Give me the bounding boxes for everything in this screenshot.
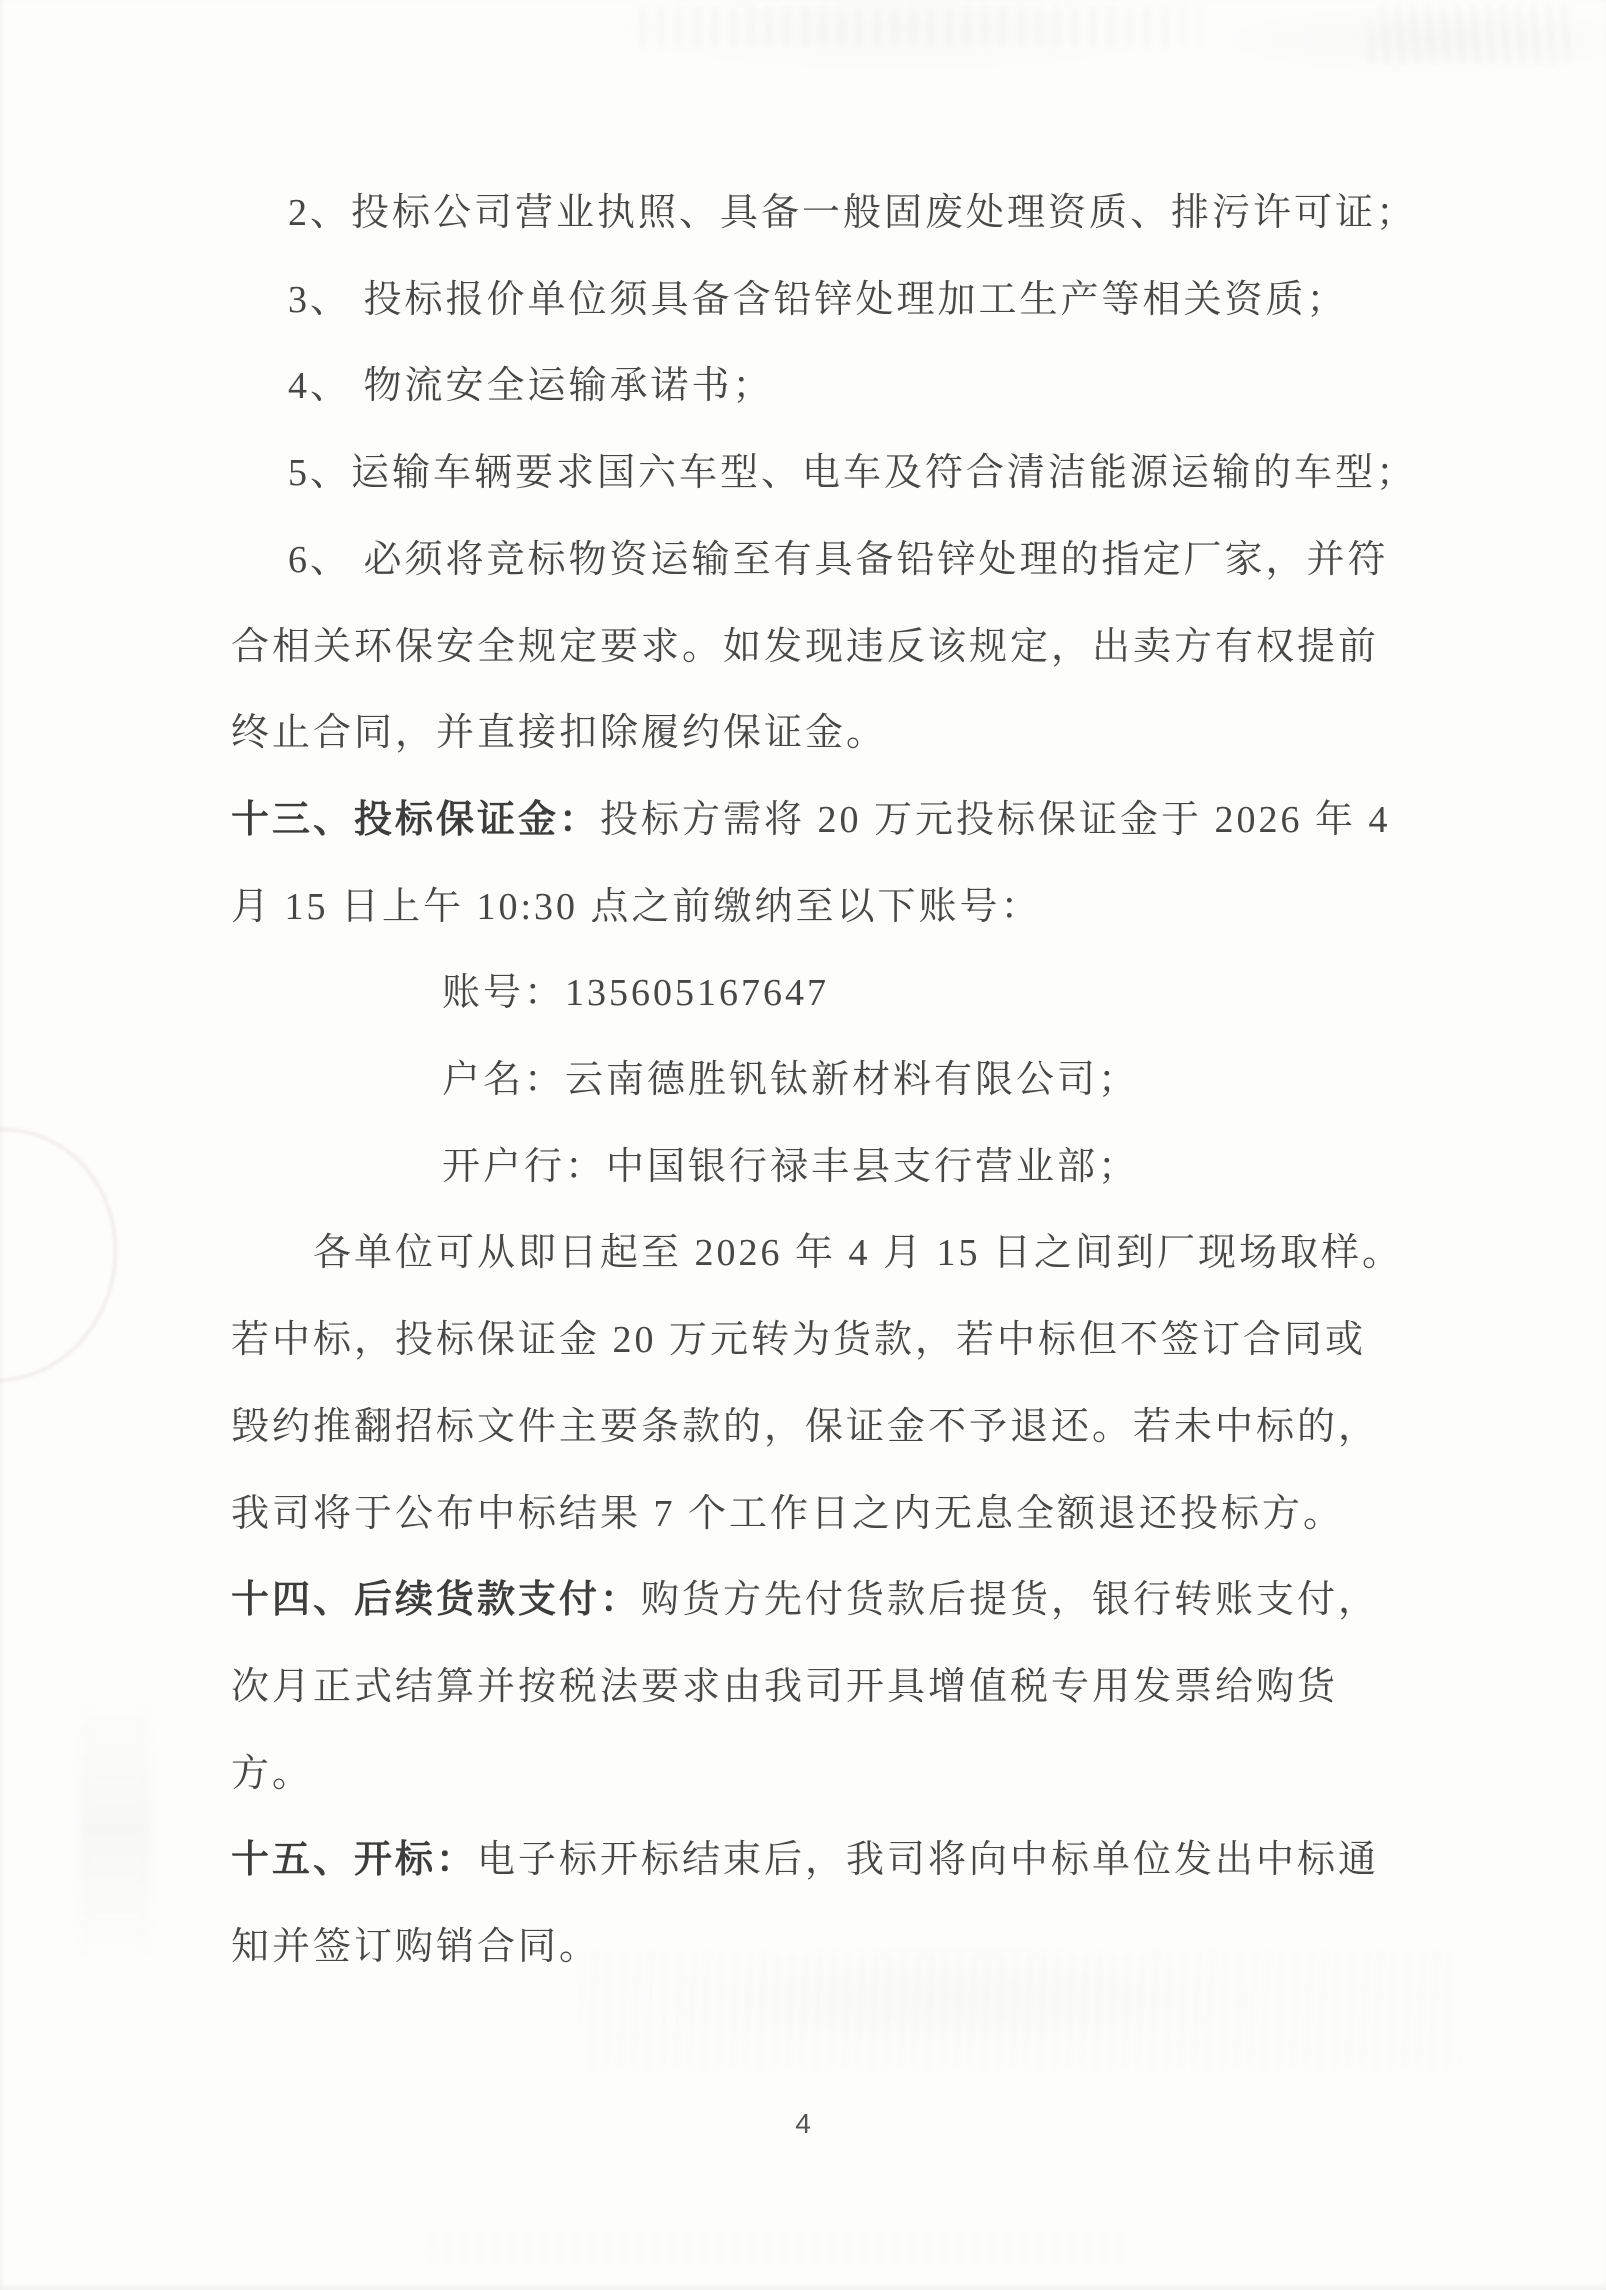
text-line [442, 1056, 1139, 1104]
text-line [288, 536, 1389, 584]
line-text: 方。 [231, 1753, 314, 1795]
line-text: 知并签订购销合同。 [231, 1926, 601, 1968]
line-text: 终止合同，并直接扣除履约保证金。 [231, 712, 888, 754]
text-line [231, 1403, 1379, 1451]
line-text: 账号：135605167647 [442, 972, 830, 1014]
text-line [288, 362, 774, 410]
line-text: 购货方先付货款后提货，银行转账支付， [641, 1579, 1380, 1621]
page-number: 4 [795, 2108, 811, 2139]
text-line [288, 276, 1348, 324]
section-heading: 十三、投标保证金： [231, 799, 601, 841]
line-text: 合相关环保安全规定要求。如发现违反该规定，出卖方有权提前 [231, 626, 1380, 668]
text-line [288, 189, 1417, 237]
section-heading: 十五、开标： [231, 1839, 478, 1881]
line-text: 投标方需将 20 万元投标保证金于 2026 年 4 [600, 799, 1391, 841]
text-line [231, 1663, 1338, 1711]
line-text: 户名：云南德胜钒钛新材料有限公司； [442, 1059, 1140, 1101]
text-line [288, 449, 1417, 497]
line-text: 我司将于公布中标结果 7 个工作日之内无息全额退还投标方。 [231, 1493, 1345, 1535]
text-line [313, 1229, 1403, 1277]
text-line [231, 1316, 1366, 1364]
line-text: 月 15 日上午 10:30 点之前缴纳至以下账号： [231, 886, 1042, 928]
text-line [231, 1923, 600, 1971]
text-line [231, 883, 1042, 931]
line-text: 各单位可从即日起至 2026 年 4 月 15 日之间到厂现场取样。 [313, 1232, 1404, 1274]
line-text: 3、 投标报价单位须具备含铅锌处理加工生产等相关资质； [288, 279, 1348, 321]
line-text: 若中标，投标保证金 20 万元转为货款，若中标但不签订合同或 [231, 1319, 1367, 1361]
section-heading-line [231, 1836, 1379, 1884]
text-line [231, 709, 887, 757]
line-text: 4、 物流安全运输承诺书； [288, 365, 774, 407]
line-text: 开户行：中国银行禄丰县支行营业部； [442, 1146, 1140, 1188]
line-text: 6、 必须将竞标物资运输至有具备铅锌处理的指定厂家，并符 [288, 539, 1389, 581]
text-line [231, 623, 1379, 671]
text-line [442, 969, 829, 1017]
line-text: 次月正式结算并按税法要求由我司开具增值税专用发票给购货 [231, 1666, 1339, 1708]
line-text: 电子标开标结束后，我司将向中标单位发出中标通 [477, 1839, 1380, 1881]
line-text: 5、运输车辆要求国六车型、电车及符合清洁能源运输的车型； [288, 452, 1418, 494]
line-text: 2、投标公司营业执照、具备一般固废处理资质、排污许可证； [288, 192, 1418, 234]
text-line [442, 1143, 1139, 1191]
section-heading-line [231, 1576, 1379, 1624]
text-line [231, 1750, 313, 1798]
line-text: 毁约推翻招标文件主要条款的，保证金不予退还。若未中标的， [231, 1406, 1380, 1448]
section-heading: 十四、后续货款支付： [231, 1579, 642, 1621]
section-heading-line [231, 796, 1391, 844]
text-line [231, 1490, 1344, 1538]
